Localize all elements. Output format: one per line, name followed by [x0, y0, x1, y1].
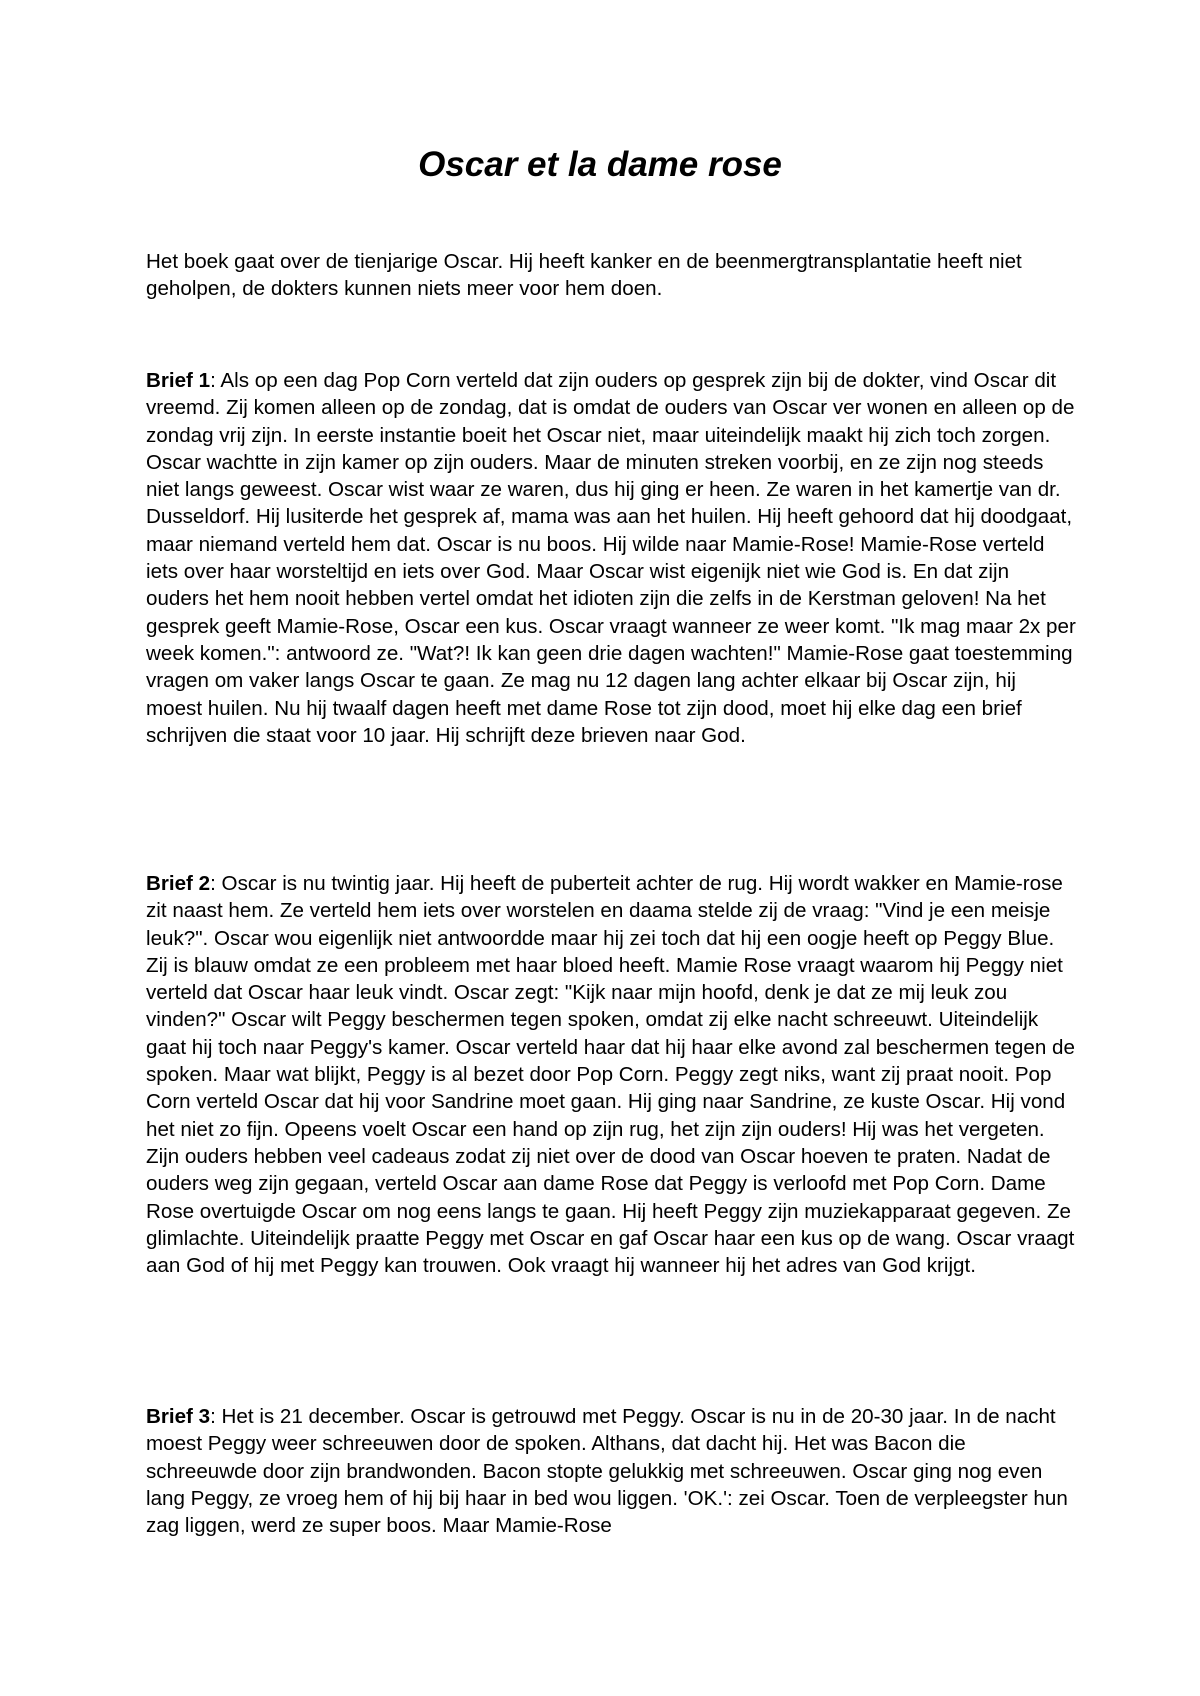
brief-3-label: Brief 3: [146, 1405, 211, 1428]
intro-paragraph: Het boek gaat over de tienjarige Oscar. Hij heeft kanker en de beenmergtransplantatie heeft niet geholpen, de dokters kunnen niets meer voor hem doen.: [146, 250, 1022, 301]
brief-2-paragraph: [146, 870, 1076, 1279]
document-title: Oscar et la dame rose: [418, 145, 782, 184]
brief-3-text: : Het is 21 december. Oscar is getrouwd met Peggy. Oscar is nu in de 20-30 jaar. In de nacht moest Peggy weer schreeuwen door de spoken. Althans, dat dacht hij. Het was Bacon die schreeuwde door zijn brandwonden. Bacon stopte gelukkig met schreeuwen. Oscar ging nog even lang Peggy, ze vroeg hem of hij bij haar in bed wou liggen. 'OK.': zei Oscar. Toen de verpleegster hun zag liggen, werd ze super boos. Maar Mamie-Rose: [146, 1405, 1068, 1538]
brief-2-label: Brief 2: [146, 872, 211, 895]
brief-1-label: Brief 1: [146, 369, 211, 392]
brief-1-paragraph: [146, 367, 1076, 749]
brief-3-paragraph: [146, 1403, 1076, 1539]
brief-1-text: : Als op een dag Pop Corn verteld dat zijn ouders op gesprek zijn bij de dokter, vind Oscar dit vreemd. Zij komen alleen op de zondag, dat is omdat de ouders van Oscar ver wonen en alleen op de zondag vrij zijn. In eerste instantie boeit het Oscar niet, maar uiteindelijk maakt hij zich toch zorgen. Oscar wachtte in zijn kamer op zijn ouders. Maar de minuten streken voorbij, en ze zijn nog steeds niet langs geweest. Oscar wist waar ze waren, dus hij ging er heen. Ze waren in het kamertje van dr. Dusseldorf. Hij lusiterde het gesprek af, mama was aan het huilen. Hij heeft gehoord dat hij doodgaat, maar niemand verteld hem dat. Oscar is nu boos. Hij wilde naar Mamie-Rose! Mamie-Rose verteld iets over haar worsteltijd en iets over God. Maar Oscar wist eigenijk niet wie God is. En dat zijn ouders het hem nooit hebben vertel omdat het idioten zijn die zelfs in de Kerstman geloven! Na het gesprek geeft Mamie-Rose, Oscar een kus. Oscar vraagt wanneer ze weer komt. "Ik mag maar 2x per week komen.": antwoord ze. "Wat?! Ik kan geen drie dagen wachten!" Mamie-Rose gaat toestemming vragen om vaker langs Oscar te gaan. Ze mag nu 12 dagen lang achter elkaar bij Oscar zijn, hij moest huilen. Nu hij twaalf dagen heeft met dame Rose tot zijn dood, moet hij elke dag een brief schrijven die staat voor 10 jaar. Hij schrijft deze brieven naar God.: [146, 369, 1076, 747]
brief-2-text: : Oscar is nu twintig jaar. Hij heeft de puberteit achter de rug. Hij wordt wakker en Mamie-rose zit naast hem. Ze verteld hem iets over worstelen en daama stelde zij de vraag: "Vind je een meisje leuk?". Oscar wou eigenlijk niet antwoordde maar hij zei toch dat hij een oogje heeft op Peggy Blue. Zij is blauw omdat ze een probleem met haar bloed heeft. Mamie Rose vraagt waarom hij Peggy niet verteld dat Oscar haar leuk vindt. Oscar zegt: "Kijk naar mijn hoofd, denk je dat ze mij leuk zou vinden?" Oscar wilt Peggy beschermen tegen spoken, omdat zij elke nacht schreeuwt. Uiteindelijk gaat hij toch naar Peggy's kamer. Oscar verteld haar dat hij haar elke avond zal beschermen tegen de spoken. Maar wat blijkt, Peggy is al bezet door Pop Corn. Peggy zegt niks, want zij praat nooit. Pop Corn verteld Oscar dat hij voor Sandrine moet gaan. Hij ging naar Sandrine, ze kuste Oscar. Hij vond het niet zo fijn. Opeens voelt Oscar een hand op zijn rug, het zijn zijn ouders! Hij was het vergeten. Zijn ouders hebben veel cadeaus zodat zij niet over de dood van Oscar hoeven te praten. Nadat de ouders weg zijn gegaan, verteld Oscar aan dame Rose dat Peggy is verloofd met Pop Corn. Dame Rose overtuigde Oscar om nog eens langs te gaan. Hij heeft Peggy zijn muziekapparaat gegeven. Ze glimlachte. Uiteindelijk praatte Peggy met Oscar en gaf Oscar haar een kus op de wang. Oscar vraagt aan God of hij met Peggy kan trouwen. Ook vraagt hij wanneer hij het adres van God krijgt.: [146, 872, 1075, 1278]
